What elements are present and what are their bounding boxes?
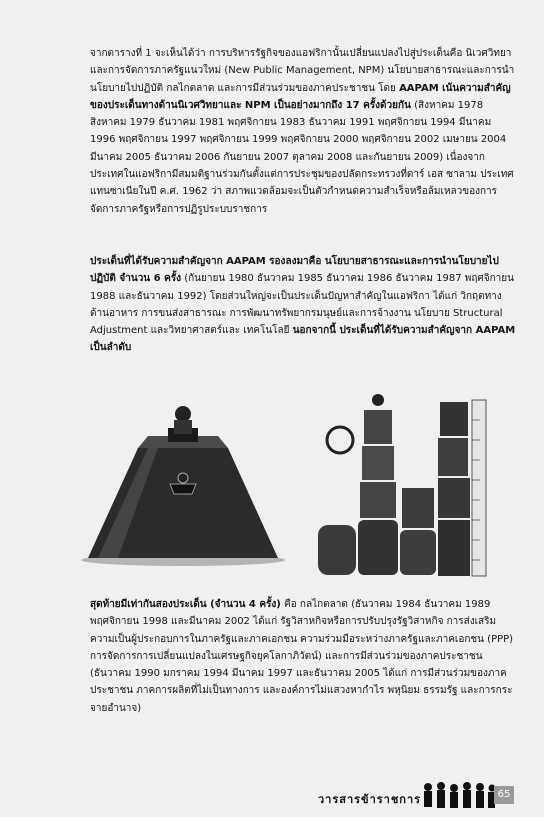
paragraph-1-text-2: (สิงหาคม 1978 สิงหาคม 1979 ธันวาคม 1981 พฤศจิกายน 1983 ธันวาคม 1991 พฤศจิกายน 1994 มีนาคม 1996 พฤศจิกายน 1997 พฤศจิกายน 1999 พฤศจิกายน 2000 พฤศจิกายน 2002 เมษายน 2004 มีนาคม 2005 ธันวาคม 2006 กันยายน 2007 ตุลาคม 2008 และกันยายน 2009) เนื่องจากประเทศในแอฟริกามีสมมติฐานร่วมกันตั้งแต่การประชุมของปลัดกระทรวงที่ดาร์ เอส ซาลาม ประเทศแทนซาเนียในปี ค.ศ. 1962 ว่า สภาพแวดล้อมจะเป็นตัวกำหนดความสำเร็จหรือล้มเหลวของการจัดการภาครัฐหรือการปฏิรูประบบราชการ (90, 99, 514, 215)
paragraph-3-text: คือ กลไกตลาด (ธันวาคม 1984 ธันวาคม 1989 พฤศจิกายน 1998 และมีนาคม 2002 ได้แก่ รัฐวิสาหกิจหรือการปรับปรุงรัฐวิสาหกิจ การส่งเสริมความเป็นผู้ประกอบการในภาครัฐและภาคเอกชน ความร่วมมือระหว่างภาครัฐและภาคเอกชน (PPP) การจัดการการเปลี่ยนแปลงในเศรษฐกิจยุคโลกาภิวัตน์) และการมีส่วนร่วมของภาคประชาชน (ธันวาคม 1990 มกราคม 1994 มีนาคม 1997 และธันวาคม 2005 ได้แก่ การมีส่วนร่วมของภาคประชาชน ภาคการผลิตที่ไม่เป็นทางการ และองค์การไม่แสวงหากำไร พหุนิยม ธรรมรัฐ และการกระจายอำนาจ) (90, 599, 514, 714)
paragraph-1 (90, 45, 516, 218)
people-silhouette-icon (420, 782, 498, 808)
paragraph-3-bold: สุดท้ายมีเท่ากันสองประเด็น (จำนวน 4 ครั้ง) (90, 599, 281, 610)
paragraph-2-bold-2: นอกจากนี้ ประเด็นที่ได้รับความสำคัญจาก AAPAM เป็นลำดับ (90, 325, 516, 354)
stacked-portraits-illustration (318, 370, 514, 580)
journal-name: วารสารข้าราชการ (318, 793, 422, 806)
page-number: 65 (494, 786, 514, 804)
podium-illustration (78, 398, 288, 568)
paragraph-3 (90, 596, 516, 717)
paragraph-1-bold: AAPAM เน้นความสำคัญของประเด็นทางด้านนิเวศวิทยาและ NPM เป็นอย่างมากถึง 17 ครั้งด้วยกัน (90, 82, 511, 111)
paragraph-2-text: (กันยายน 1980 ธันวาคม 1985 ธันวาคม 1986 ธันวาคม 1987 พฤศจิกายน 1988 และธันวาคม 1992) โดยส่วนใหญ่จะเป็นประเด็นปัญหาสำคัญในแอฟริกา ได้แก่ วิกฤตทางด้านอาหาร การขนส่งสาธารณะ การพัฒนาทรัพยากรมนุษย์และการจ้างงาน นโยบาย Structural Adjustment และวิทยาศาสตร์และ เทคโนโลยี (90, 273, 514, 337)
page-footer (0, 782, 544, 812)
paragraph-2 (90, 253, 516, 357)
paragraph-1-text: จากตารางที่ 1 จะเห็นได้ว่า การบริหารรัฐกิจของแอฟริกานั้นเปลี่ยนแปลงไปสู่ประเด็นคือ นิเวศวิทยาและการจัดการภาครัฐแนวใหม่ (New Public Management, NPM) นโยบายสาธารณะและการนำนโยบายไปปฏิบัติ กลไกตลาด และการมีส่วนร่วมของภาคประชาชน โดย (90, 48, 515, 94)
paragraph-2-bold: ประเด็นที่ได้รับความสำคัญจาก AAPAM รองลงมาคือ นโยบายสาธารณะและการนำนโยบายไปปฏิบัติ จำนวน 6 ครั้ง (90, 256, 499, 285)
